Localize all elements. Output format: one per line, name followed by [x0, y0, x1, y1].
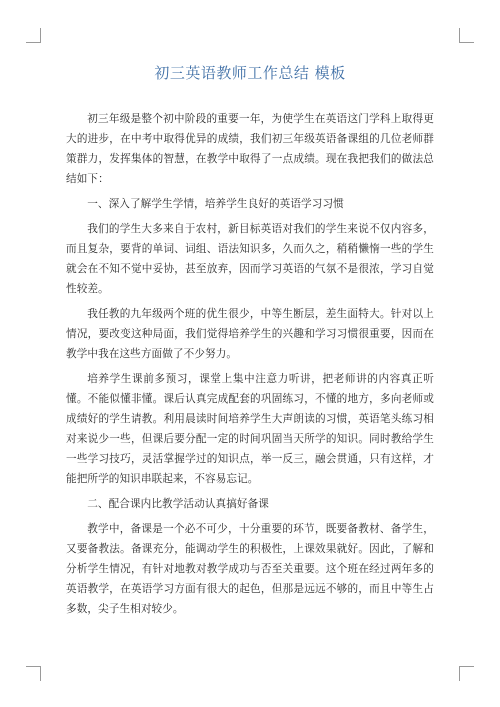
document-title: 初三英语教师工作总结 模板 [154, 64, 346, 82]
crop-mark-top-left [26, 28, 41, 43]
section-heading-1: 一、深入了解学生学情，培养学生良好的英语学习习惯 [87, 198, 344, 210]
paragraph-habits: 培养学生课前多预习，课堂上集中注意力听讲，把老师讲的内容真正听懂。不能似懂非懂。课后认真完成配套的巩固练习，不懂的地方，多向老师或成绩好的学生请教。利用晨读时间培养学生大声朗读的习惯，英语笔头练习相对来说少一些，但课后要分配一定的时间巩固当天所学的知识。同时教给学生一些学习技巧，灵活掌握学过的知识点，举一反三，融会贯通，只有这样，才能把所学的知识串联起来，不容易忘记。 [66, 373, 434, 485]
paragraph-lesson-prep: 教学中，备课是一个必不可少，十分重要的环节，既要备教材、备学生，又要备教法。备课充分，能调动学生的积极性，上课效果就好。因此，了解和分析学生情况，有针对地教对教学成功与否至关重要。这个班在经过两年多的英语教学，在英语学习方面有很大的起色，但那是远远不够的，而且中等生占多数，尖子生相对较少。 [66, 523, 434, 615]
section-heading-2: 二、配合课内比教学活动认真搞好备课 [87, 498, 269, 510]
paragraph-students: 我们的学生大多来自于农村，新目标英语对我们的学生来说不仅内容多，而且复杂，要背的单词、词组、语法知识多，久而久之，稍稍懒惰一些的学生就会在不知不觉中妥协，甚至放弃，因而学习英语的气氛不是很浓，学习自觉性较差。 [66, 223, 434, 295]
paragraph-intro: 初三年级是整个初中阶段的重要一年，为使学生在英语这门学科上取得更大的进步，在中考中取得优异的成绩，我们初三年级英语备课组的几位老师群策群力，发挥集体的智慧，在教学中取得了一点成绩。现在我把我们的做法总结如下： [66, 113, 434, 185]
crop-mark-top-right [459, 28, 474, 43]
crop-mark-bottom-right [459, 666, 474, 681]
paragraph-classes: 我任教的九年级两个班的优生很少，中等生断层，差生面特大。针对以上情况，要改变这种局面，我们觉得培养学生的兴趣和学习习惯很重要，因而在教学中我在这些方面做了不少努力。 [66, 308, 434, 360]
document-page [66, 62, 434, 624]
crop-mark-bottom-left [26, 666, 41, 681]
